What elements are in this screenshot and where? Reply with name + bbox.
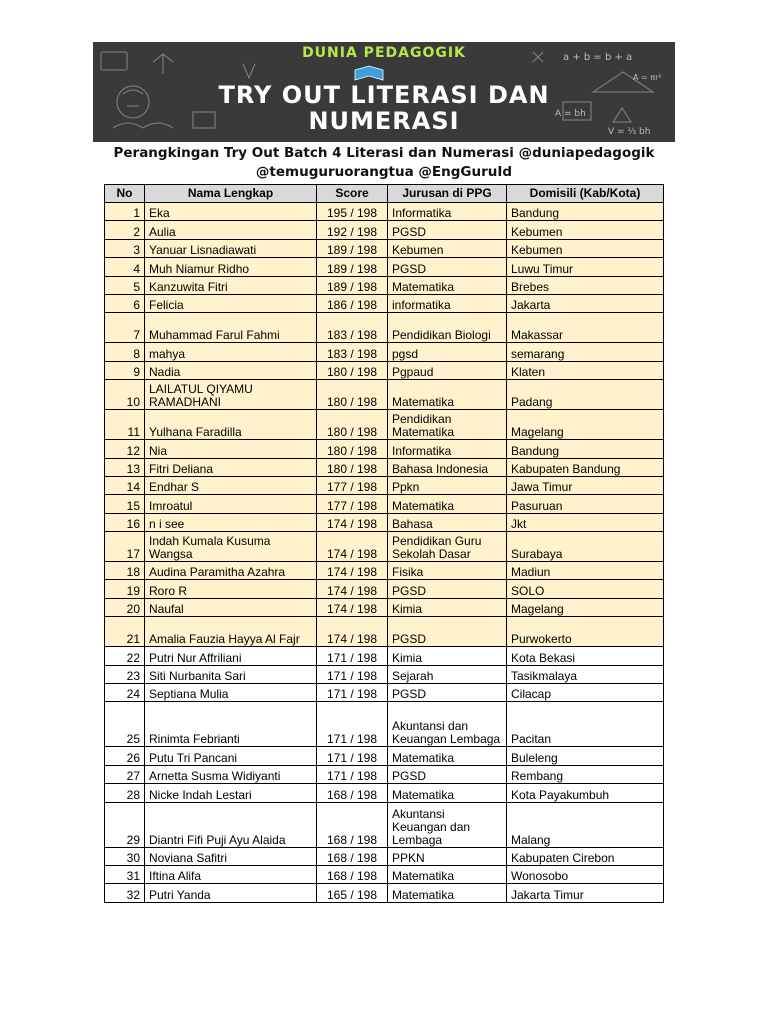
rank-number-cell: 25 bbox=[105, 702, 145, 747]
major-cell: PGSD bbox=[388, 765, 507, 783]
score-cell: 180 / 198 bbox=[317, 361, 388, 379]
rank-number-cell: 5 bbox=[105, 276, 145, 294]
major-cell: PGSD bbox=[388, 258, 507, 276]
table-row bbox=[105, 513, 664, 531]
score-cell: 171 / 198 bbox=[317, 702, 388, 747]
major-cell: Fisika bbox=[388, 562, 507, 580]
score-cell: 171 / 198 bbox=[317, 684, 388, 702]
major-cell: Akuntansi dan Keuangan Lembaga bbox=[388, 702, 507, 747]
score-cell: 168 / 198 bbox=[317, 802, 388, 847]
score-cell: 165 / 198 bbox=[317, 884, 388, 902]
brand-name: DUNIA PEDAGOGIK bbox=[302, 45, 466, 61]
score-cell: 192 / 198 bbox=[317, 221, 388, 239]
name-cell: Arnetta Susma Widiyanti bbox=[145, 765, 317, 783]
city-cell: Jakarta bbox=[507, 294, 664, 312]
score-cell: 171 / 198 bbox=[317, 665, 388, 683]
name-cell: Muhammad Farul Fahmi bbox=[145, 313, 317, 343]
city-cell: Jawa Timur bbox=[507, 476, 664, 494]
table-row bbox=[105, 294, 664, 312]
column-header-name: Nama Lengkap bbox=[145, 185, 317, 203]
score-cell: 174 / 198 bbox=[317, 562, 388, 580]
formula-doodle: a + b = b + a bbox=[563, 52, 633, 63]
score-cell: 180 / 198 bbox=[317, 458, 388, 476]
score-cell: 189 / 198 bbox=[317, 239, 388, 257]
score-cell: 180 / 198 bbox=[317, 440, 388, 458]
city-cell: Tasikmalaya bbox=[507, 665, 664, 683]
city-cell: Magelang bbox=[507, 598, 664, 616]
score-cell: 171 / 198 bbox=[317, 647, 388, 665]
city-cell: Bandung bbox=[507, 203, 664, 221]
major-cell: Pendidikan Biologi bbox=[388, 313, 507, 343]
name-cell: Diantri Fifi Puji Ayu Alaida bbox=[145, 802, 317, 847]
column-header-no: No bbox=[105, 185, 145, 203]
city-cell: Bandung bbox=[507, 440, 664, 458]
city-cell: Buleleng bbox=[507, 747, 664, 765]
name-cell: Putri Nur Affriliani bbox=[145, 647, 317, 665]
city-cell: Kabupaten Cirebon bbox=[507, 847, 664, 865]
table-row bbox=[105, 617, 664, 647]
name-cell: Nicke Indah Lestari bbox=[145, 784, 317, 802]
table-row bbox=[105, 221, 664, 239]
score-cell: 180 / 198 bbox=[317, 410, 388, 440]
major-cell: PGSD bbox=[388, 684, 507, 702]
city-cell: Padang bbox=[507, 380, 664, 410]
table-row bbox=[105, 702, 664, 747]
name-cell: Muh Niamur Ridho bbox=[145, 258, 317, 276]
city-cell: Surabaya bbox=[507, 532, 664, 562]
city-cell: Pacitan bbox=[507, 702, 664, 747]
table-row bbox=[105, 580, 664, 598]
city-cell: Kebumen bbox=[507, 221, 664, 239]
city-cell: Purwokerto bbox=[507, 617, 664, 647]
rank-number-cell: 1 bbox=[105, 203, 145, 221]
rank-number-cell: 7 bbox=[105, 313, 145, 343]
city-cell: Pasuruan bbox=[507, 495, 664, 513]
header-banner bbox=[93, 42, 675, 142]
name-cell: Aulia bbox=[145, 221, 317, 239]
score-cell: 186 / 198 bbox=[317, 294, 388, 312]
major-cell: Bahasa Indonesia bbox=[388, 458, 507, 476]
score-cell: 177 / 198 bbox=[317, 495, 388, 513]
table-row bbox=[105, 476, 664, 494]
name-cell: Putri Yanda bbox=[145, 884, 317, 902]
rank-number-cell: 3 bbox=[105, 239, 145, 257]
score-cell: 174 / 198 bbox=[317, 532, 388, 562]
name-cell: Roro R bbox=[145, 580, 317, 598]
table-row bbox=[105, 562, 664, 580]
table-row bbox=[105, 343, 664, 361]
formula-doodle: V = ⅓ bh bbox=[608, 127, 651, 137]
rank-number-cell: 14 bbox=[105, 476, 145, 494]
table-row bbox=[105, 647, 664, 665]
table-row bbox=[105, 665, 664, 683]
score-cell: 168 / 198 bbox=[317, 847, 388, 865]
table-row bbox=[105, 203, 664, 221]
name-cell: Indah Kumala Kusuma Wangsa bbox=[145, 532, 317, 562]
rank-number-cell: 26 bbox=[105, 747, 145, 765]
score-cell: 177 / 198 bbox=[317, 476, 388, 494]
book-icon bbox=[355, 66, 383, 80]
city-cell: Kabupaten Bandung bbox=[507, 458, 664, 476]
city-cell: Wonosobo bbox=[507, 865, 664, 883]
rank-number-cell: 23 bbox=[105, 665, 145, 683]
rank-number-cell: 31 bbox=[105, 865, 145, 883]
rank-number-cell: 21 bbox=[105, 617, 145, 647]
table-row bbox=[105, 865, 664, 883]
major-cell: Pgpaud bbox=[388, 361, 507, 379]
major-cell: Kimia bbox=[388, 598, 507, 616]
score-cell: 174 / 198 bbox=[317, 580, 388, 598]
rank-number-cell: 20 bbox=[105, 598, 145, 616]
score-cell: 174 / 198 bbox=[317, 513, 388, 531]
score-cell: 183 / 198 bbox=[317, 313, 388, 343]
name-cell: Rinimta Febrianti bbox=[145, 702, 317, 747]
rank-number-cell: 4 bbox=[105, 258, 145, 276]
page-title: Perangkingan Try Out Batch 4 Literasi dan Numerasi @duniapedagogik bbox=[113, 145, 655, 161]
rank-number-cell: 22 bbox=[105, 647, 145, 665]
rank-number-cell: 18 bbox=[105, 562, 145, 580]
name-cell: Nia bbox=[145, 440, 317, 458]
major-cell: pgsd bbox=[388, 343, 507, 361]
table-row bbox=[105, 239, 664, 257]
table-row bbox=[105, 765, 664, 783]
name-cell: LAILATUL QIYAMU RAMADHANI bbox=[145, 380, 317, 410]
name-cell: Endhar S bbox=[145, 476, 317, 494]
major-cell: PGSD bbox=[388, 617, 507, 647]
major-cell: Informatika bbox=[388, 203, 507, 221]
major-cell: Matematika bbox=[388, 784, 507, 802]
rank-number-cell: 27 bbox=[105, 765, 145, 783]
name-cell: Naufal bbox=[145, 598, 317, 616]
rank-number-cell: 11 bbox=[105, 410, 145, 440]
rank-number-cell: 29 bbox=[105, 802, 145, 847]
banner-title-line: TRY OUT LITERASI DAN bbox=[218, 81, 550, 109]
major-cell: Ppkn bbox=[388, 476, 507, 494]
major-cell: PGSD bbox=[388, 221, 507, 239]
name-cell: Fitri Deliana bbox=[145, 458, 317, 476]
city-cell: Malang bbox=[507, 802, 664, 847]
city-cell: Cilacap bbox=[507, 684, 664, 702]
formula-doodle: A = πr² bbox=[633, 73, 662, 82]
ranking-table bbox=[104, 184, 664, 903]
formula-doodle: A = bh bbox=[555, 109, 586, 119]
major-cell: Pendidikan Matematika bbox=[388, 410, 507, 440]
major-cell: Akuntansi Keuangan dan Lembaga bbox=[388, 802, 507, 847]
rank-number-cell: 12 bbox=[105, 440, 145, 458]
major-cell: Matematika bbox=[388, 380, 507, 410]
name-cell: Amalia Fauzia Hayya Al Fajr bbox=[145, 617, 317, 647]
name-cell: n i see bbox=[145, 513, 317, 531]
major-cell: Bahasa bbox=[388, 513, 507, 531]
score-cell: 168 / 198 bbox=[317, 784, 388, 802]
table-row bbox=[105, 784, 664, 802]
name-cell: Kanzuwita Fitri bbox=[145, 276, 317, 294]
score-cell: 189 / 198 bbox=[317, 276, 388, 294]
table-row bbox=[105, 458, 664, 476]
rank-number-cell: 2 bbox=[105, 221, 145, 239]
table-row bbox=[105, 598, 664, 616]
name-cell: Audina Paramitha Azahra bbox=[145, 562, 317, 580]
major-cell: PGSD bbox=[388, 580, 507, 598]
major-cell: Kebumen bbox=[388, 239, 507, 257]
name-cell: Felicia bbox=[145, 294, 317, 312]
page-subtitle: @temuguruorangtua @EngGuruId bbox=[255, 164, 513, 180]
city-cell: Madiun bbox=[507, 562, 664, 580]
score-cell: 174 / 198 bbox=[317, 617, 388, 647]
table-row bbox=[105, 258, 664, 276]
name-cell: Putu Tri Pancani bbox=[145, 747, 317, 765]
city-cell: SOLO bbox=[507, 580, 664, 598]
major-cell: PPKN bbox=[388, 847, 507, 865]
banner-title-line: NUMERASI bbox=[308, 107, 460, 135]
city-cell: Brebes bbox=[507, 276, 664, 294]
name-cell: Iftina Alifa bbox=[145, 865, 317, 883]
score-cell: 174 / 198 bbox=[317, 598, 388, 616]
major-cell: Matematika bbox=[388, 495, 507, 513]
rank-number-cell: 17 bbox=[105, 532, 145, 562]
major-cell: Matematika bbox=[388, 865, 507, 883]
major-cell: Matematika bbox=[388, 276, 507, 294]
rank-number-cell: 28 bbox=[105, 784, 145, 802]
major-cell: informatika bbox=[388, 294, 507, 312]
city-cell: Klaten bbox=[507, 361, 664, 379]
table-row bbox=[105, 313, 664, 343]
major-cell: Sejarah bbox=[388, 665, 507, 683]
rank-number-cell: 16 bbox=[105, 513, 145, 531]
major-cell: Matematika bbox=[388, 747, 507, 765]
table-header-row bbox=[105, 185, 664, 203]
rank-number-cell: 9 bbox=[105, 361, 145, 379]
banner-title bbox=[153, 82, 615, 134]
city-cell: Makassar bbox=[507, 313, 664, 343]
rank-number-cell: 24 bbox=[105, 684, 145, 702]
table-row bbox=[105, 276, 664, 294]
name-cell: Imroatul bbox=[145, 495, 317, 513]
city-cell: Magelang bbox=[507, 410, 664, 440]
table-row bbox=[105, 380, 664, 410]
table-row bbox=[105, 747, 664, 765]
ranking-table-body bbox=[105, 203, 664, 903]
city-cell: Rembang bbox=[507, 765, 664, 783]
table-row bbox=[105, 684, 664, 702]
major-cell: Informatika bbox=[388, 440, 507, 458]
table-row bbox=[105, 440, 664, 458]
score-cell: 171 / 198 bbox=[317, 765, 388, 783]
name-cell: Eka bbox=[145, 203, 317, 221]
table-row bbox=[105, 847, 664, 865]
name-cell: Noviana Safitri bbox=[145, 847, 317, 865]
name-cell: mahya bbox=[145, 343, 317, 361]
city-cell: Kota Payakumbuh bbox=[507, 784, 664, 802]
column-header-score: Score bbox=[317, 185, 388, 203]
table-row bbox=[105, 802, 664, 847]
score-cell: 168 / 198 bbox=[317, 865, 388, 883]
table-row bbox=[105, 361, 664, 379]
score-cell: 171 / 198 bbox=[317, 747, 388, 765]
score-cell: 183 / 198 bbox=[317, 343, 388, 361]
rank-number-cell: 6 bbox=[105, 294, 145, 312]
column-header-major: Jurusan di PPG bbox=[388, 185, 507, 203]
table-row bbox=[105, 410, 664, 440]
score-cell: 195 / 198 bbox=[317, 203, 388, 221]
major-cell: Kimia bbox=[388, 647, 507, 665]
city-cell: Kota Bekasi bbox=[507, 647, 664, 665]
table-row bbox=[105, 495, 664, 513]
rank-number-cell: 32 bbox=[105, 884, 145, 902]
rank-number-cell: 13 bbox=[105, 458, 145, 476]
table-row bbox=[105, 884, 664, 902]
table-row bbox=[105, 532, 664, 562]
city-cell: Luwu Timur bbox=[507, 258, 664, 276]
rank-number-cell: 10 bbox=[105, 380, 145, 410]
name-cell: Septiana Mulia bbox=[145, 684, 317, 702]
city-cell: semarang bbox=[507, 343, 664, 361]
score-cell: 180 / 198 bbox=[317, 380, 388, 410]
major-cell: Matematika bbox=[388, 884, 507, 902]
score-cell: 189 / 198 bbox=[317, 258, 388, 276]
name-cell: Siti Nurbanita Sari bbox=[145, 665, 317, 683]
name-cell: Yanuar Lisnadiawati bbox=[145, 239, 317, 257]
name-cell: Nadia bbox=[145, 361, 317, 379]
rank-number-cell: 19 bbox=[105, 580, 145, 598]
major-cell: Pendidikan Guru Sekolah Dasar bbox=[388, 532, 507, 562]
name-cell: Yulhana Faradilla bbox=[145, 410, 317, 440]
rank-number-cell: 8 bbox=[105, 343, 145, 361]
city-cell: Jkt bbox=[507, 513, 664, 531]
city-cell: Kebumen bbox=[507, 239, 664, 257]
rank-number-cell: 30 bbox=[105, 847, 145, 865]
column-header-city: Domisili (Kab/Kota) bbox=[507, 185, 664, 203]
rank-number-cell: 15 bbox=[105, 495, 145, 513]
city-cell: Jakarta Timur bbox=[507, 884, 664, 902]
